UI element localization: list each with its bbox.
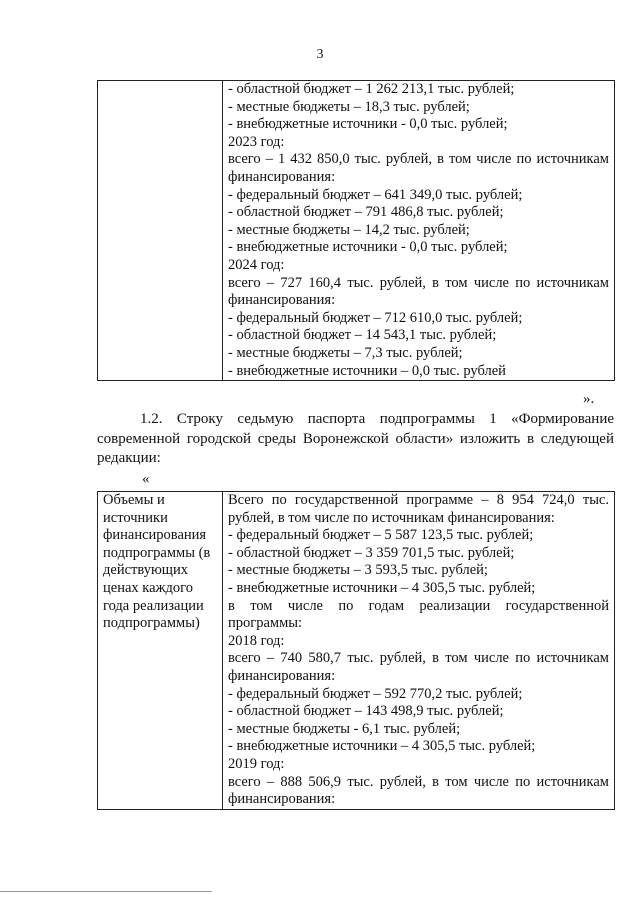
text-line: в том числе по годам реализации государственной bbox=[228, 597, 609, 614]
table-cell-empty bbox=[98, 81, 223, 381]
opening-quote: « bbox=[142, 471, 150, 487]
text-line: - областной бюджет – 143 498,9 тыс. рублей; bbox=[228, 703, 504, 720]
label-line: источники bbox=[103, 509, 168, 526]
text-line: всего – 727 160,4 тыс. рублей, в том числе по источникам bbox=[228, 274, 609, 291]
text-line: финансирования: bbox=[228, 791, 336, 808]
text-line: - областной бюджет – 791 486,8 тыс. рублей; bbox=[228, 204, 504, 221]
text-line: - внебюджетные источники – 0,0 тыс. рублей bbox=[228, 362, 506, 379]
paragraph-line: редакции: bbox=[97, 450, 161, 466]
text-line: финансирования: bbox=[228, 667, 336, 684]
text-line: - внебюджетные источники – 4 305,5 тыс. рублей; bbox=[228, 738, 536, 755]
paragraph-line: 1.2. Строку седьмую паспорта подпрограммы 1 «Формирование bbox=[140, 411, 614, 427]
label-line: Объемы и bbox=[103, 492, 165, 508]
text-line: - внебюджетные источники - 0,0 тыс. рублей; bbox=[228, 116, 508, 133]
text-line: программы: bbox=[228, 615, 303, 632]
text-line: всего – 888 506,9 тыс. рублей, в том числе по источникам bbox=[228, 773, 609, 790]
text-line: Всего по государственной программе – 8 954 724,0 тыс. bbox=[228, 492, 609, 508]
text-line: 2024 год: bbox=[228, 256, 285, 273]
text-line: 2018 год: bbox=[228, 632, 285, 649]
label-line: ценах каждого bbox=[103, 579, 194, 596]
text-line: рублей, в том числе по источникам финансирования: bbox=[228, 509, 555, 526]
funding-table bbox=[97, 491, 615, 810]
text-line: всего – 1 432 850,0 тыс. рублей, в том числе по источникам bbox=[228, 151, 609, 168]
table-row bbox=[98, 492, 615, 810]
label-line: финансирования bbox=[103, 527, 207, 544]
text-line: финансирования: bbox=[228, 168, 336, 185]
table-cell-funding bbox=[223, 492, 615, 810]
text-line: - внебюджетные источники – 4 305,5 тыс. рублей; bbox=[228, 579, 536, 596]
text-line: финансирования: bbox=[228, 292, 336, 309]
text-line: - внебюджетные источники - 0,0 тыс. рублей; bbox=[228, 239, 508, 256]
table-row bbox=[98, 81, 615, 381]
text-line: 2019 год: bbox=[228, 755, 285, 772]
text-line: - областной бюджет – 3 359 701,5 тыс. рублей; bbox=[228, 544, 515, 561]
text-line: - областной бюджет – 1 262 213,1 тыс. рублей; bbox=[228, 81, 515, 97]
text-line: - местные бюджеты – 14,2 тыс. рублей; bbox=[228, 221, 470, 238]
funding-table-continued bbox=[97, 80, 615, 381]
text-line: - местные бюджеты – 7,3 тыс. рублей; bbox=[228, 344, 463, 361]
table-cell-funding-continued bbox=[223, 81, 615, 381]
text-line: - областной бюджет – 14 543,1 тыс. рублей; bbox=[228, 327, 497, 344]
text-line: 2023 год: bbox=[228, 133, 285, 150]
paragraph-line: современной городской среды Воронежской области» изложить в следующей bbox=[97, 431, 614, 447]
text-line: - федеральный бюджет – 592 770,2 тыс. рублей; bbox=[228, 685, 523, 702]
text-line: - федеральный бюджет – 641 349,0 тыс. рублей; bbox=[228, 186, 523, 203]
closing-quote: ». bbox=[583, 391, 595, 407]
text-line: - местные бюджеты – 3 593,5 тыс. рублей; bbox=[228, 562, 488, 579]
label-line: подпрограммы) bbox=[103, 615, 200, 632]
table-cell-label bbox=[98, 492, 223, 810]
text-line: - федеральный бюджет – 5 587 123,5 тыс. рублей; bbox=[228, 527, 534, 544]
text-line: - местные бюджеты - 6,1 тыс. рублей; bbox=[228, 720, 461, 737]
text-line: - федеральный бюджет – 712 610,0 тыс. рублей; bbox=[228, 309, 523, 326]
page-number: 3 bbox=[316, 47, 324, 62]
label-line: действующих bbox=[103, 562, 188, 579]
label-line: подпрограммы (в bbox=[103, 544, 211, 561]
footer-divider bbox=[0, 891, 212, 892]
label-line: года реализации bbox=[103, 597, 204, 614]
text-line: всего – 740 580,7 тыс. рублей, в том числе по источникам bbox=[228, 650, 609, 667]
text-line: - местные бюджеты – 18,3 тыс. рублей; bbox=[228, 98, 470, 115]
